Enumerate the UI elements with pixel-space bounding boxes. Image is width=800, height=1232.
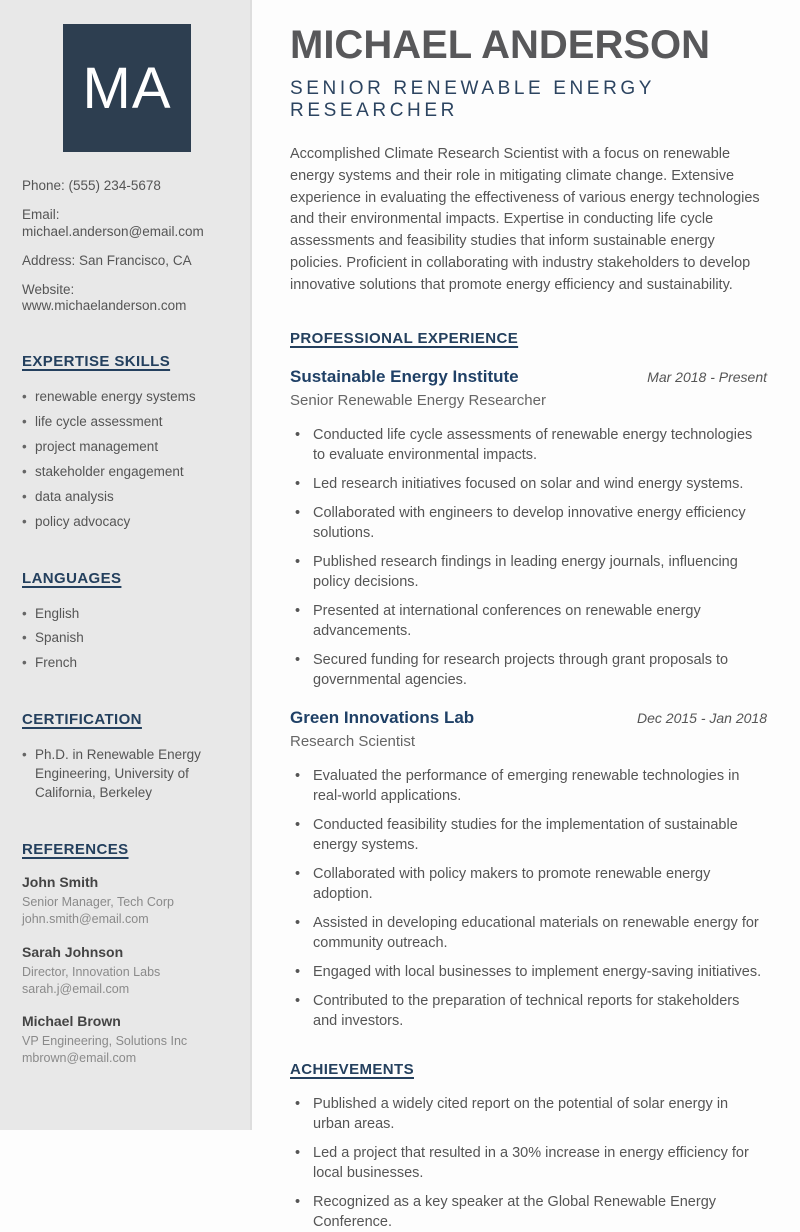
job-bullet: • Conducted life cycle assessments of renewable energy technologies to evaluate environmental impacts. [290,425,767,465]
job-dates: Mar 2018 - Present [647,369,767,386]
languages-list [22,605,232,674]
monogram-badge: MA [63,24,191,152]
reference-entry [22,874,232,928]
contact-info [22,178,232,315]
language-item: • English [22,605,232,624]
person-name: MICHAEL ANDERSON [290,23,711,67]
job-bullet: • Conducted feasibility studies for the implementation of sustainable energy systems. [290,815,767,855]
job-dates: Dec 2015 - Jan 2018 [637,710,767,727]
reference-title: Senior Manager, Tech Corp [22,894,174,909]
skills-list [22,388,232,531]
languages-heading: LANGUAGES [22,569,122,587]
language-item: • French [22,654,232,673]
achievement-item: • Published a widely cited report on the potential of solar energy in urban areas. [290,1094,767,1134]
reference-email: john.smith@email.com [22,911,149,926]
job-bullet: • Collaborated with policy makers to promote renewable energy adoption. [290,864,767,904]
language-item: • Spanish [22,629,232,648]
contact-website: Website: www.michaelanderson.com [22,281,187,314]
skill-item: • life cycle assessment [22,413,232,432]
job-header [290,708,767,728]
job-bullet: • Engaged with local businesses to implement energy-saving initiatives. [290,962,767,982]
reference-entry [22,1013,232,1067]
job-bullet: • Contributed to the preparation of technical reports for stakeholders and investors. [290,991,767,1031]
person-job-title: SENIOR RENEWABLE ENERGY RESEARCHER [290,78,655,121]
skill-item: • project management [22,438,232,457]
achievement-item: • Recognized as a key speaker at the Global Renewable Energy Conference. [290,1192,767,1232]
company-name: Green Innovations Lab [290,708,475,728]
contact-email: Email: michael.anderson@email.com [22,206,204,239]
job-entry [290,367,767,690]
reference-email: mbrown@email.com [22,1051,137,1066]
job-bullet-list [290,766,767,1031]
certification-list [22,746,232,803]
achievement-item: • Led a project that resulted in a 30% increase in energy efficiency for local businesses. [290,1143,767,1183]
job-bullet: • Published research findings in leading energy journals, influencing policy decisions. [290,552,767,592]
experience-section [290,330,767,1031]
skill-item: • data analysis [22,488,232,507]
job-entry [290,708,767,1031]
certification-item: • Ph.D. in Renewable Energy Engineering, University of California, Berkeley [22,746,232,803]
job-bullet: • Presented at international conferences on renewable energy advancements. [290,601,767,641]
reference-entry [22,944,232,998]
certification-section [22,711,232,803]
skill-item: • policy advocacy [22,513,232,532]
job-bullet: • Secured funding for research projects through grant proposals to governmental agencies. [290,650,767,690]
sidebar [0,0,252,1130]
job-role: Research Scientist [290,733,416,751]
job-bullet: • Assisted in developing educational materials on renewable energy for community outreach. [290,913,767,953]
job-bullet: • Led research initiatives focused on solar and wind energy systems. [290,474,767,494]
job-role: Senior Renewable Energy Researcher [290,392,546,410]
skill-item: • renewable energy systems [22,388,232,407]
skill-item: • stakeholder engagement [22,463,232,482]
company-name: Sustainable Energy Institute [290,367,519,387]
reference-email: sarah.j@email.com [22,981,130,996]
languages-section [22,570,232,674]
certification-heading: CERTIFICATION [22,711,142,729]
reference-name: Sarah Johnson [22,943,124,960]
job-bullet: • Evaluated the performance of emerging renewable technologies in real-world applications. [290,766,767,806]
achievements-section [290,1061,767,1232]
reference-name: John Smith [22,873,99,890]
skills-heading: EXPERTISE SKILLS [22,353,171,371]
job-bullet: • Collaborated with engineers to develop innovative energy efficiency solutions. [290,503,767,543]
achievements-list [290,1094,767,1232]
references-section [22,841,232,1067]
job-bullet-list [290,425,767,690]
experience-heading: PROFESSIONAL EXPERIENCE [290,330,519,348]
references-heading: REFERENCES [22,840,129,858]
contact-phone: Phone: (555) 234-5678 [22,178,161,193]
profile-summary: Accomplished Climate Research Scientist with a focus on renewable energy systems and their role in mitigating climate change. Extensive experience in evaluating the effectiveness of various energy technologies and their environmental impacts. Expertise in conducting life cycle assessments and feasibility studies that inform sustainable energy policies. Proficient in collaborating with industry stakeholders to develop innovative solutions that promote energy efficiency and sustainability. [290,146,760,293]
reference-name: Michael Brown [22,1013,121,1030]
job-header [290,367,767,387]
skills-section [22,353,232,531]
contact-address: Address: San Francisco, CA [22,252,192,268]
reference-title: Director, Innovation Labs [22,964,161,979]
achievements-heading: ACHIEVEMENTS [290,1061,414,1079]
main-content [252,0,800,1231]
reference-title: VP Engineering, Solutions Inc [22,1034,188,1049]
